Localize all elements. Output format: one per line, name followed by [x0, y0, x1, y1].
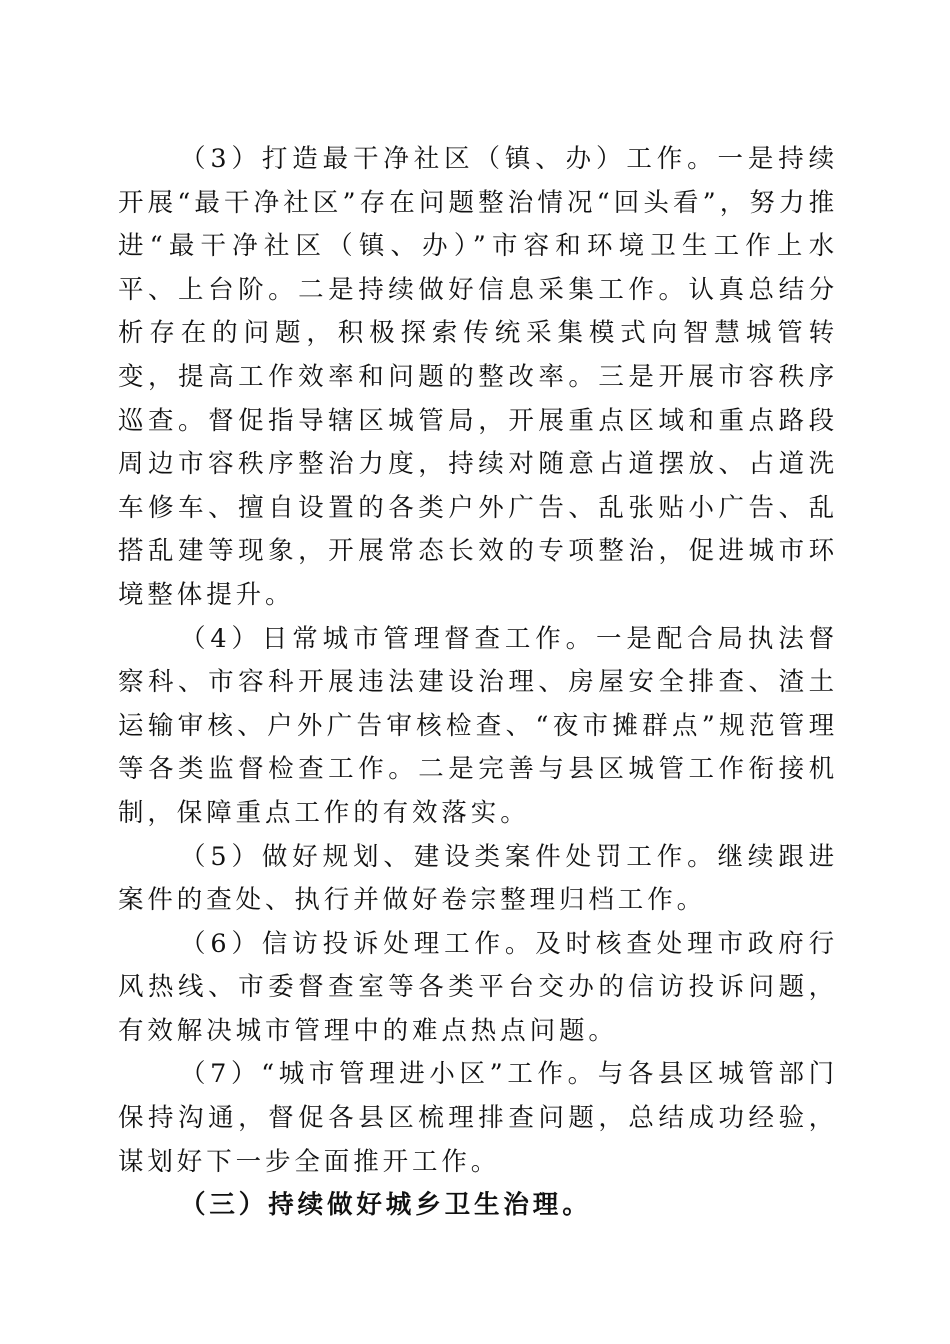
paragraph-item-7: （7）“城市管理进小区”工作。与各县区城管部门保持沟通，督促各县区梳理排查问题，总结成功经验，谋划好下一步全面推开工作。	[118, 1059, 838, 1177]
paragraph-item-6: （6）信访投诉处理工作。及时核查处理市政府行风热线、市委督查室等各类平台交办的信访投诉问题，有效解决城市管理中的难点热点问题。	[118, 928, 838, 1046]
paragraph-item-5: （5）做好规划、建设类案件处罚工作。继续跟进案件的查处、执行并做好卷宗整理归档工作。	[118, 841, 838, 916]
document-page	[118, 138, 838, 1228]
paragraph-item-4: （4）日常城市管理督查工作。一是配合局执法督察科、市容科开展违法建设治理、房屋安全排查、渣土运输审核、户外广告审核检查、“夜市摊群点”规范管理等各类监督检查工作。二是完善与县区城管工作衔接机制，保障重点工作的有效落实。	[118, 623, 838, 828]
section-heading: （三）持续做好城乡卫生治理。	[180, 1190, 592, 1221]
paragraph-item-3: （3）打造最干净社区（镇、办）工作。一是持续开展“最干净社区”存在问题整治情况“回头看”，努力推进“最干净社区（镇、办）”市容和环境卫生工作上水平、上台阶。二是持续做好信息采集工作。认真总结分析存在的问题，积极探索传统采集模式向智慧城管转变，提高工作效率和问题的整改率。三是开展市容秩序巡查。督促指导辖区城管局，开展重点区域和重点路段周边市容秩序整治力度，持续对随意占道摆放、占道洗车修车、擅自设置的各类户外广告、乱张贴小广告、乱搭乱建等现象，开展常态长效的专项整治，促进城市环境整体提升。	[118, 144, 838, 610]
